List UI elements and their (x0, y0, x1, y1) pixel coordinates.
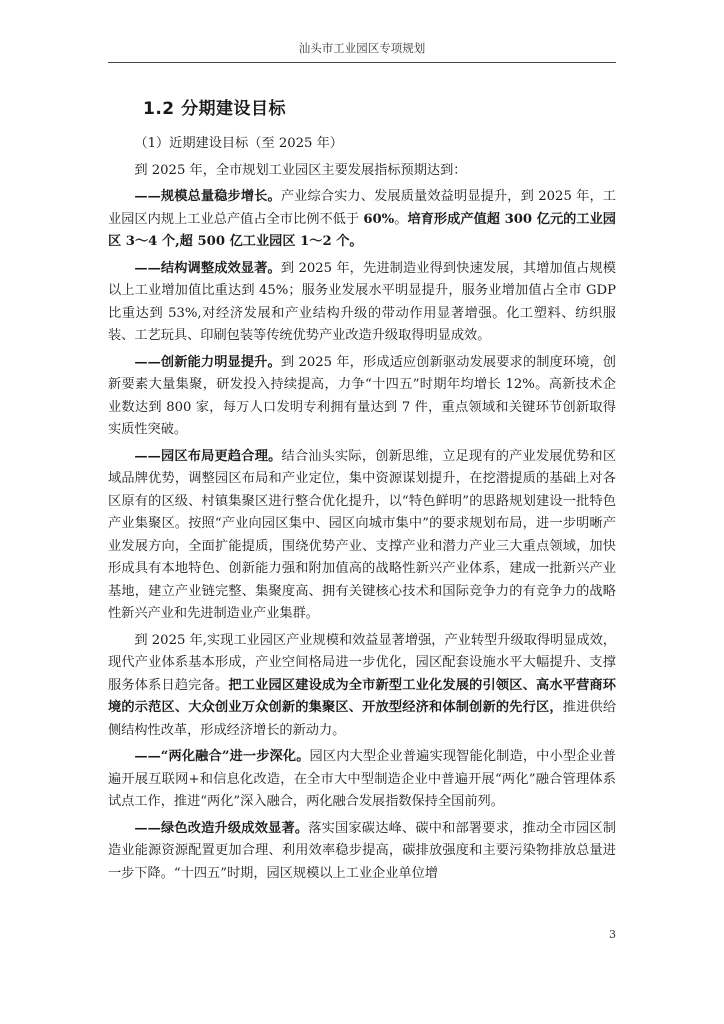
paragraph-scale: ——规模总量稳步增长。产业综合实力、发展质量效益明显提升，到 2025 年，工业园区内规上工业总产值占全市比例不低于 60%。培育形成产值超 300 亿元的工业园区 3～4 个,超 500 亿工业园区 1～2 个。 (108, 189, 616, 249)
paragraph-innovation: ——创新能力明显提升。到 2025 年，形成适应创新驱动发展要求的制度环境，创新要素大量集聚，研发投入持续提高，力争“十四五”时期年均增长 12%。高新技术企业数达到 800 家，每万人口发明专利拥有量达到 7 件，重点领域和关键环节创新取得实质性突破。 (108, 354, 616, 437)
section-subtitle: （1）近期建设目标（至 2025 年） (134, 136, 343, 151)
section-intro: 到 2025 年，全市规划工业园区主要发展指标预期达到： (134, 162, 467, 178)
header-title: 汕头市工业园区专项规划 (298, 41, 426, 55)
paragraph-structure: ——结构调整成效显著。到 2025 年，先进制造业得到快速发展，其增加值占规模以上工业增加值比重达到 45%；服务业发展水平明显提升，服务业增加值占全市 GDP 比重达到 53%,对经济发展和产业结构升级的带动作用显著增强。化工塑料、纺织服装、工艺玩具、印刷包装等传统优势产业改造升级取得明显成效。 (108, 260, 616, 343)
document-body (108, 94, 616, 889)
page-number: 3 (609, 928, 616, 941)
section-title: 1.2 分期建设目标 (143, 99, 287, 119)
paragraph-layout: ——园区布局更趋合理。结合汕头实际，创新思维，立足现有的产业发展优势和区域品牌优势，调整园区布局和产业定位，集中资源谋划提升，在挖潜提质的基础上对各区原有的区级、村镇集聚区进行整合优化提升，以“特色鲜明”的思路规划建设一批特色产业集聚区。按照“产业向园区集中、园区向城市集中”的要求规划布局，进一步明晰产业发展方向，全面扩能提质，围绕优势产业、支撑产业和潜力产业三大重点领域，加快形成具有本地特色、创新能力强和附加值高的战略性新兴产业体系，建成一批新兴产业基地，建立产业链完整、集聚度高、拥有关键核心技术和国际竞争力的有竞争力的战略性新兴产业和先进制造业产业集群。 (108, 448, 617, 621)
paragraph-integration: ——“两化融合”进一步深化。园区内大型企业普遍实现智能化制造，中小型企业普遍开展互联网+和信息化改造，在全市大中型制造企业中普遍开展“两化”融合管理体系试点工作，推进“两化”深入融合，两化融合发展指数保持全国前列。 (108, 749, 616, 809)
page-header (108, 40, 616, 63)
paragraph-summary: 到 2025 年,实现工业园区产业规模和效益显著增强，产业转型升级取得明显成效，现代产业体系基本形成，产业空间格局进一步优化，园区配套设施水平大幅提升、支撑服务体系日趋完备。把工业园区建设成为全市新型工业化发展的引领区、高水平营商环境的示范区、大众创业万众创新的集聚区、开放型经济和体制创新的先行区，推进供给侧结构性改革，形成经济增长的新动力。 (108, 632, 617, 738)
paragraph-green: ——绿色改造升级成效显著。落实国家碳达峰、碳中和部署要求，推动全市园区制造业能源资源配置更加合理、利用效率稳步提高，碳排放强度和主要污染物排放总量进一步下降。“十四五”时期，园区规模以上工业企业单位增 (108, 820, 616, 881)
